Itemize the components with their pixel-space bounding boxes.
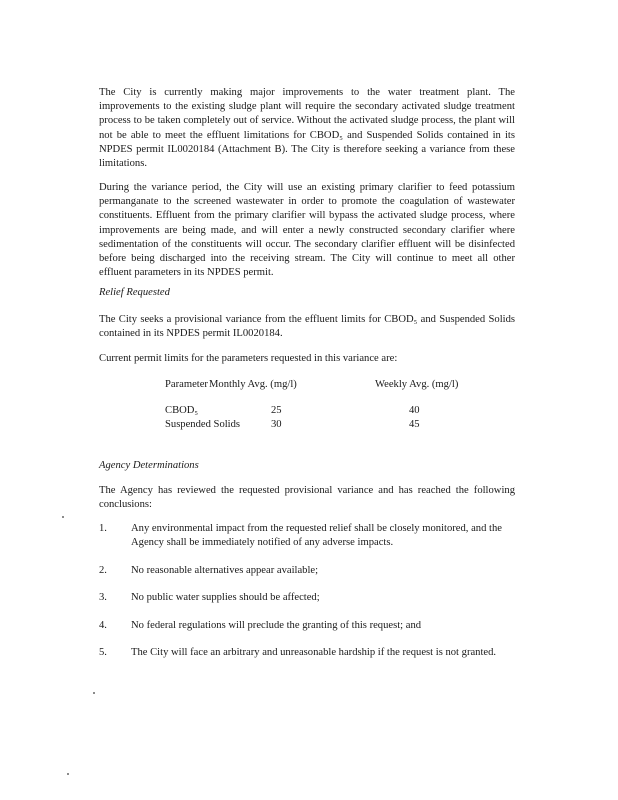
agency-paragraph: The Agency has reviewed the requested provisional variance and has reached the following conclusions: xyxy=(99,485,515,511)
cell-weekly: 40 xyxy=(409,405,420,417)
permit-limits-intro: Current permit limits for the parameters requested in this variance are: xyxy=(99,353,398,364)
cell-monthly: 25 xyxy=(271,405,282,417)
cell-parameter: Suspended Solids xyxy=(165,419,241,431)
list-item-text: The City will face an arbitrary and unreasonable hardship if the request is not granted. xyxy=(131,647,497,658)
list-item-number: 4. xyxy=(99,620,107,631)
header-weekly: Weekly Avg. (mg/l) xyxy=(375,379,459,390)
list-item-text: Any environmental impact from the requested relief shall be closely monitored, and the Agency shall be immediately notified of any adverse impacts. xyxy=(131,523,502,549)
list-item-text: No public water supplies should be affected; xyxy=(131,592,320,603)
agency-determinations-heading: Agency Determinations xyxy=(99,460,199,471)
cell-weekly: 45 xyxy=(409,419,420,431)
relief-paragraph: The City seeks a provisional variance from the effluent limits for CBOD₅ and Suspended Solids contained in its NPDES permit IL0020184. xyxy=(99,314,515,340)
cell-parameter: CBOD₅ xyxy=(165,405,199,417)
list-item-number: 3. xyxy=(99,592,107,603)
list-item-number: 2. xyxy=(99,565,107,576)
list-item-number: 1. xyxy=(99,523,107,534)
scan-speck xyxy=(67,773,69,775)
header-parameter: Parameter xyxy=(165,379,208,390)
relief-requested-heading: Relief Requested xyxy=(99,287,170,298)
list-item-text: No federal regulations will preclude the granting of this request; and xyxy=(131,620,422,631)
scan-speck xyxy=(62,516,64,518)
scan-speck xyxy=(93,692,95,694)
list-item-number: 5. xyxy=(99,647,107,658)
intro-paragraph: The City is currently making major improvements to the water treatment plant. The improvements to the existing sludge plant will require the secondary activated sludge treatment process to be taken completely out of service. Without the activated sludge process, the plant will not be able to meet the effluent limitations for CBOD₅ and Suspended Solids contained in its NPDES permit IL0020184 (Attachment B). The City is therefore seeking a variance from these limitations. xyxy=(99,87,515,170)
header-monthly: Monthly Avg. (mg/l) xyxy=(209,379,297,390)
variance-period-paragraph: During the variance period, the City will use an existing primary clarifier to feed potassium permanganate to the screened wastewater in order to promote the coagulation of wastewater constituents. Effluent from the primary clarifier will bypass the activated sludge process, where improvements are being made, and will enter a newly constructed secondary clarifier where sedimentation of the constituents will occur. The secondary clarifier effluent will be disinfected before being discharged into the receiving stream. The City will continue to meet all other effluent parameters in its NPDES permit. xyxy=(99,182,515,279)
cell-monthly: 30 xyxy=(271,419,282,431)
list-item-text: No reasonable alternatives appear available; xyxy=(131,565,319,576)
